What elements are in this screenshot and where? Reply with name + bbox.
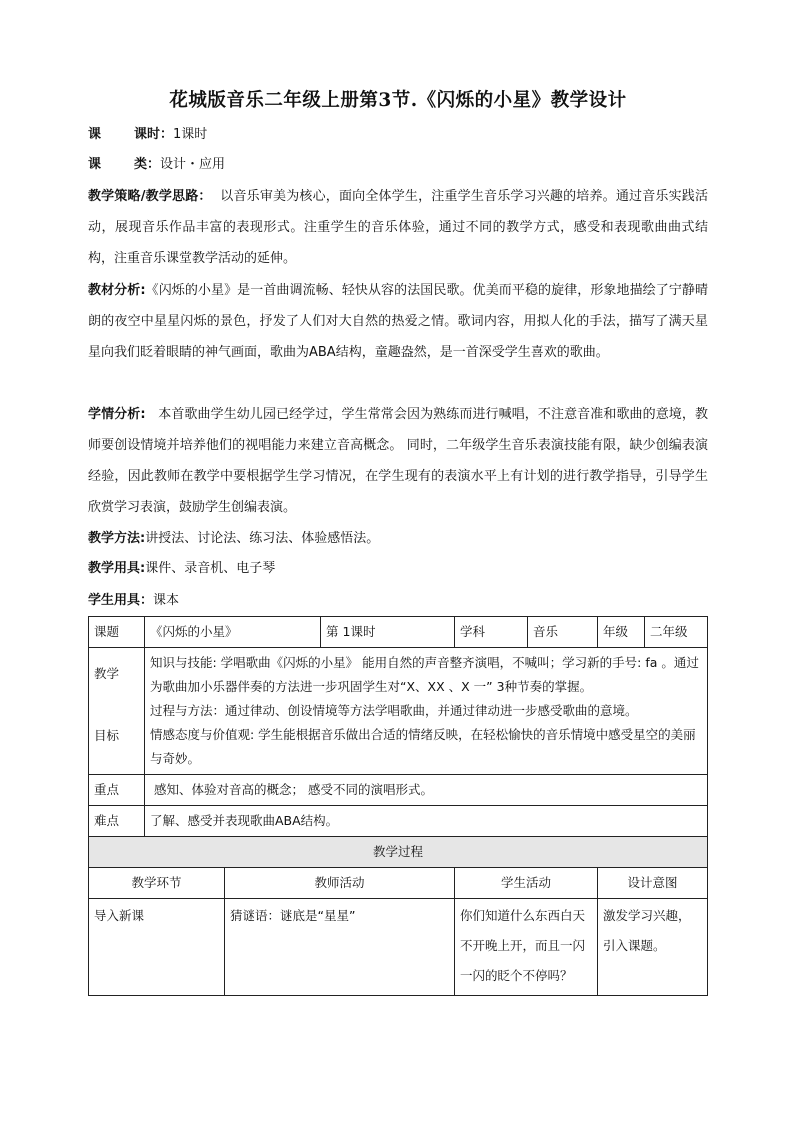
strategy-section [88, 181, 708, 274]
material-label: 教材分析: [88, 283, 146, 298]
topic-value: 《闪烁的小星》 [145, 617, 321, 648]
goals-row [89, 648, 708, 775]
process-title-row [89, 837, 708, 868]
student-tools-line [88, 588, 708, 614]
difficulty-text: 了解、感受并表现歌曲ABA结构。 [145, 806, 708, 837]
key-point-value: 感知、体验对音高的概念； 感受不同的演唱形式。 [153, 782, 433, 797]
goals-label-1: 教学 [94, 666, 120, 681]
student-tools-text: 课本 [153, 593, 180, 608]
method-line [88, 526, 708, 552]
row-stage: 导入新课 [89, 899, 225, 996]
goal-knowledge: 知识与技能: 学唱歌曲《闪烁的小星》 能用自然的声音整齐演唱，不喊叫；学习新的手号: fa 。通过为歌曲加小乐器伴奏的方法进一步巩固学生对“X、XX 、X 一” 3种节奏的掌握。 [150, 655, 699, 694]
lesson-label-prefix: 课 [88, 127, 102, 142]
header-student: 学生活动 [455, 868, 598, 899]
header-intent: 设计意图 [598, 868, 708, 899]
strategy-text: 以音乐审美为核心，面向全体学生，注重学生音乐学习兴趣的培养。通过音乐实践活动，展现音乐作品丰富的表现形式。注重学生的音乐体验，通过不同的教学方式，感受和表现歌曲曲式结构，注重音乐课堂教学活动的延伸。 [88, 189, 708, 266]
tools-label: 教学用具: [88, 561, 146, 576]
lesson-type-line [88, 152, 708, 178]
goal-emotion: 情感态度与价值观: 学生能根据音乐做出合适的情绪反映，在轻松愉快的音乐情境中感受星空的美丽与奇妙。 [150, 727, 696, 766]
lesson-plan-table [88, 616, 708, 996]
lesson-value: 1课时 [173, 127, 208, 142]
student-tools-label: 学生用具： [88, 593, 154, 608]
type-value: 设计・应用 [160, 157, 226, 172]
type-label: 类： [134, 157, 161, 172]
goals-label-cell [89, 648, 145, 775]
key-point-text [145, 775, 708, 806]
student-analysis-text: 本首歌曲学生幼儿园已经学过，学生常常会因为熟练而进行喊唱，不注意音准和歌曲的意境，教师要创设情境并培养他们的视唱能力来建立音高概念。 同时，二年级学生音乐表演技能有限，缺少创编表演经验，因此教师在教学中要根据学生学习情况，在学生现有的表演水平上有计划的进行教学指导，引导学生欣赏学习表演，鼓励学生创编表演。 [88, 407, 708, 515]
key-point-label: 重点 [89, 775, 145, 806]
student-analysis-section [88, 399, 708, 523]
process-header-row [89, 868, 708, 899]
strategy-label: 教学策略/教学思路： [88, 189, 212, 204]
topic-label: 课题 [89, 617, 145, 648]
type-label-prefix: 课 [88, 157, 102, 172]
row-teacher: 猜谜语：谜底是“星星” [225, 899, 455, 996]
row-student: 你们知道什么东西白天不开晚上开，而且一闪一闪的眨个不停吗？ [455, 899, 598, 996]
method-text: 讲授法、讨论法、练习法、体验感悟法。 [145, 531, 380, 546]
key-point-row [89, 775, 708, 806]
process-title: 教学过程 [89, 837, 708, 868]
process-row [89, 899, 708, 996]
difficulty-row [89, 806, 708, 837]
header-stage: 教学环节 [89, 868, 225, 899]
lesson-count-line [88, 122, 708, 148]
lesson-label: 课时： [134, 127, 174, 142]
tools-line [88, 556, 708, 582]
goals-content [145, 648, 708, 775]
material-section [88, 275, 708, 368]
lesson-number: 第 1课时 [321, 617, 455, 648]
document-title: 花城版音乐二年级上册第3节.《闪烁的小星》教学设计 [169, 90, 627, 111]
grade-value: 二年级 [645, 617, 708, 648]
subject-value: 音乐 [528, 617, 598, 648]
goals-label-2: 目标 [94, 728, 120, 743]
difficulty-label: 难点 [89, 806, 145, 837]
student-analysis-label: 学情分析: [88, 407, 146, 422]
header-teacher: 教师活动 [225, 868, 455, 899]
subject-label: 学科 [455, 617, 528, 648]
method-label: 教学方法: [88, 531, 146, 546]
goal-process: 过程与方法：通过律动、创设情境等方法学唱歌曲，并通过律动进一步感受歌曲的意境。 [150, 703, 638, 718]
row-intent: 激发学习兴趣，引入课题。 [598, 899, 708, 996]
grade-label: 年级 [598, 617, 645, 648]
topic-row [89, 617, 708, 648]
tools-text: 课件、录音机、电子琴 [145, 561, 276, 576]
material-text: 《闪烁的小星》是一首曲调流畅、轻快从容的法国民歌。优美而平稳的旋律，形象地描绘了宁静晴朗的夜空中星星闪烁的景色，抒发了人们对大自然的热爱之情。歌词内容，用拟人化的手法，描写了满天星星向我们眨着眼睛的神气画面，歌曲为ABA结构，童趣盎然，是一首深受学生喜欢的歌曲。 [88, 283, 708, 360]
